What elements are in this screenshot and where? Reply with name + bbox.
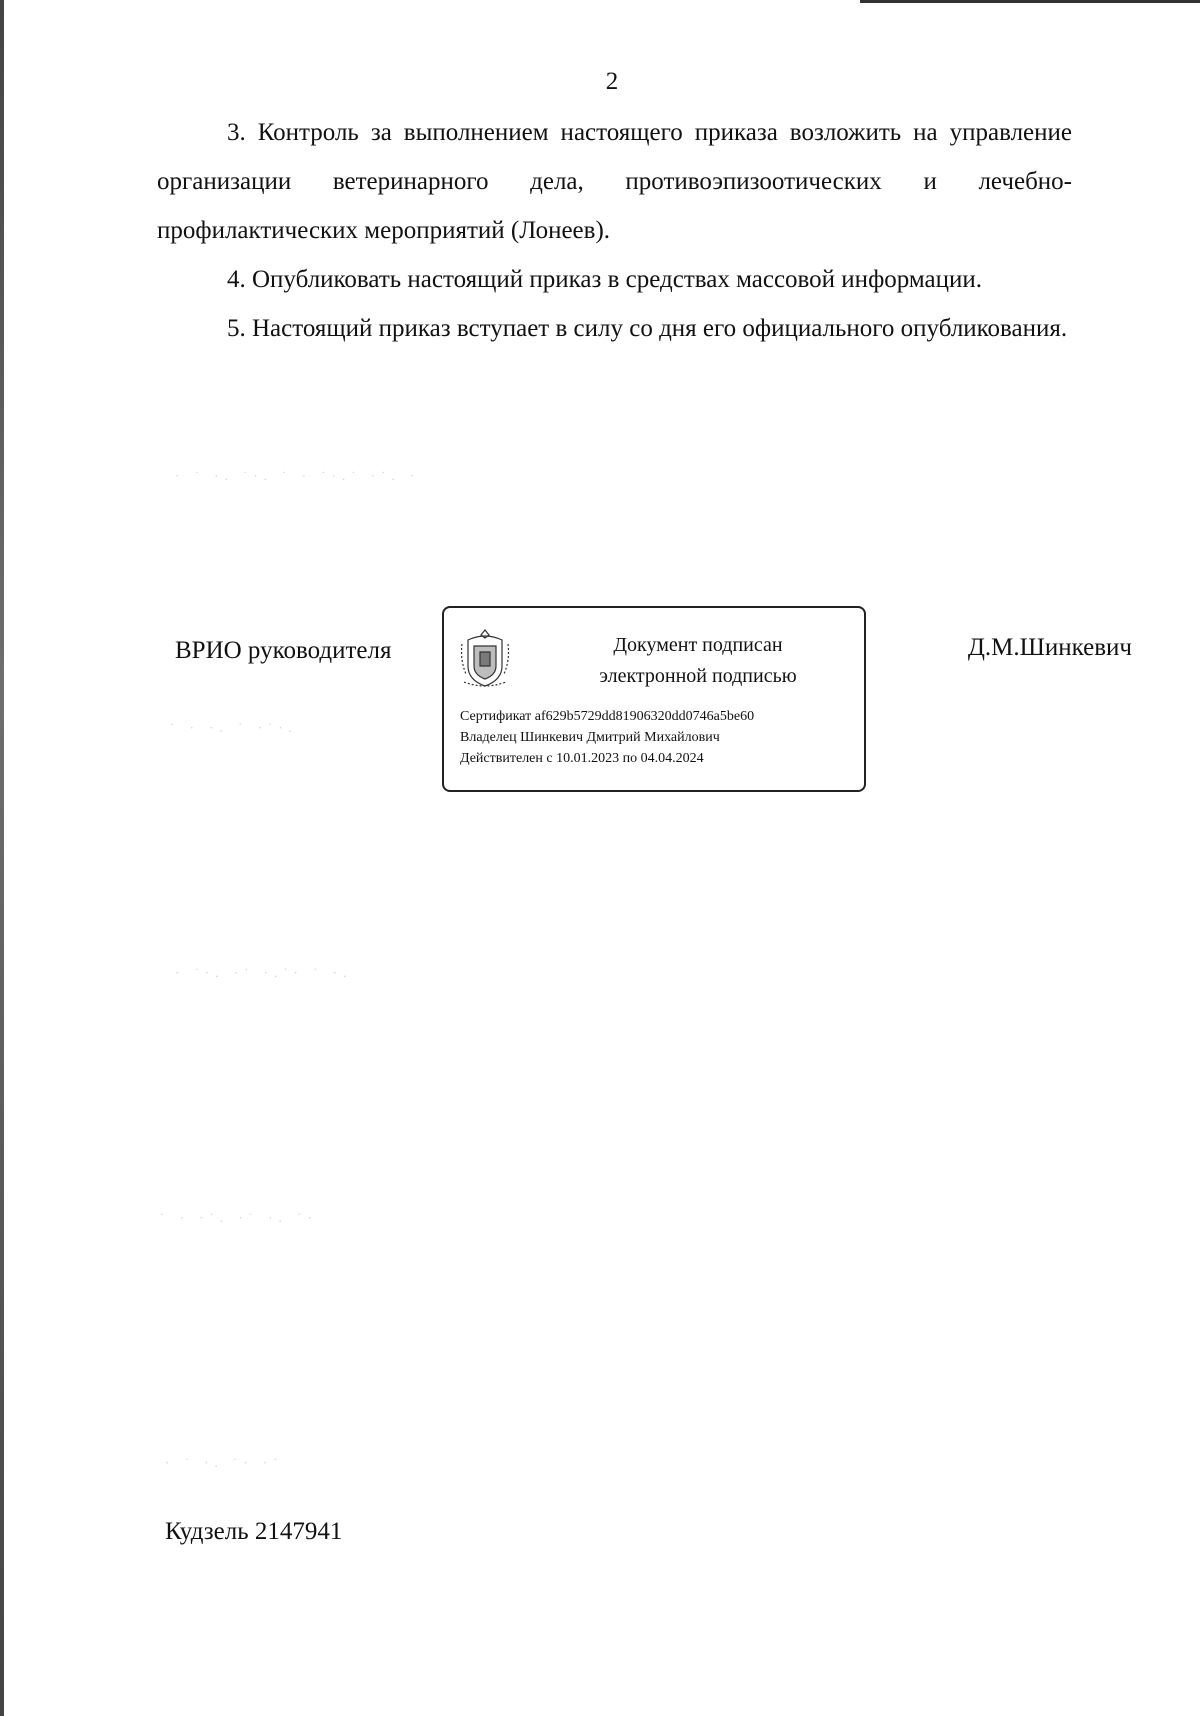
signer-position: ВРИО руководителя — [175, 637, 392, 664]
stamp-owner: Владелец Шинкевич Дмитрий Михайлович — [460, 730, 720, 745]
stamp-title — [540, 630, 856, 692]
e-signature-stamp — [442, 606, 866, 792]
paragraph-4: 4. Опубликовать настоящий приказ в средствах массовой информации. — [227, 266, 983, 293]
stamp-validity: Действителен с 10.01.2023 по 04.04.2024 — [460, 751, 704, 766]
scan-noise: · ˙ ·. ˙· ·˙ — [165, 1455, 284, 1470]
paragraph-5: 5. Настоящий приказ вступает в силу со дня его официального опубликования. — [227, 315, 1068, 342]
page-number: 2 — [605, 68, 619, 95]
stamp-title-line-2: электронной подписью — [599, 665, 797, 687]
scan-edge-top — [860, 0, 1200, 3]
paragraph-3: 3. Контроль за выполнением настоящего приказа возложить на управление организации ветеринарного дела, противоэпизоотических и лечебно-профилактических мероприятий (Лонеев). — [157, 119, 1072, 244]
scan-noise: ˙ · ·˙. ·˙ ·. ˙· — [160, 1210, 318, 1225]
stamp-certificate: Сертификат af629b5729dd81906320dd0746a5be60 — [460, 709, 755, 724]
author-line: Кудзель 2147941 — [165, 1518, 343, 1545]
scan-noise: ˙ · ·. ˙ ·˙·. — [170, 720, 298, 735]
coat-of-arms-icon — [458, 626, 512, 690]
order-body — [157, 108, 1072, 353]
scan-noise: · ˙ ·. ˙·. ˙ · ˙·.˙ ·˙. · — [175, 468, 421, 483]
scan-noise: · ˙·. ·˙ ·.˙· ˙ ·. — [175, 965, 353, 980]
stamp-title-line-1: Документ подписан — [613, 634, 783, 656]
stamp-details — [460, 706, 754, 769]
signer-name: Д.М.Шинкевич — [967, 634, 1132, 661]
scan-edge-left — [0, 0, 4, 1716]
